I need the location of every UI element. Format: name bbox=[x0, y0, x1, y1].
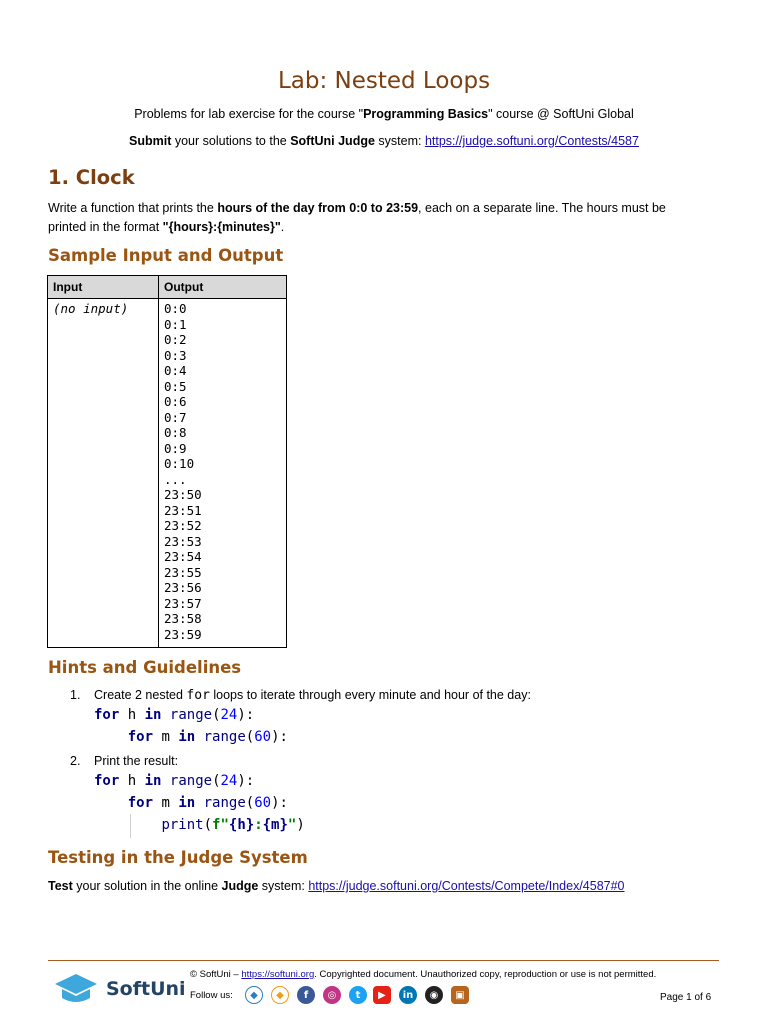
test-text-post: system: bbox=[258, 879, 309, 893]
hint-inline-code: for bbox=[186, 688, 210, 703]
output-line: 23:52 bbox=[164, 518, 202, 533]
hint-number-2: 2. bbox=[70, 754, 81, 768]
output-line: 0:6 bbox=[164, 394, 187, 409]
code-func: range bbox=[169, 773, 213, 789]
output-line: ... bbox=[164, 471, 187, 487]
output-line: 0:7 bbox=[164, 409, 187, 425]
sample-io-heading: Sample Input and Output bbox=[48, 246, 284, 265]
code-var: m bbox=[161, 795, 170, 811]
output-line: 0:0 bbox=[164, 301, 187, 316]
output-line: 0:5 bbox=[164, 378, 187, 394]
code-keyword: for bbox=[127, 729, 154, 745]
code-fstring-expr: {m} bbox=[262, 817, 288, 833]
logo-cap-icon bbox=[55, 974, 97, 994]
submit-line bbox=[0, 134, 768, 148]
output-line: 23:58 bbox=[164, 611, 202, 626]
desc-text-4: . bbox=[280, 220, 285, 234]
code-func: print bbox=[161, 817, 204, 833]
output-line: 0:8 bbox=[164, 425, 187, 440]
testing-heading: Testing in the Judge System bbox=[48, 848, 308, 867]
code-keyword: in bbox=[144, 707, 162, 723]
code-number: 60 bbox=[254, 795, 272, 811]
code-func: range bbox=[203, 729, 246, 745]
instagram-icon[interactable]: ◎ bbox=[323, 986, 341, 1004]
test-judge-name: Judge bbox=[221, 879, 259, 893]
output-line: 0:2 bbox=[164, 332, 187, 347]
code-func: range bbox=[203, 795, 246, 811]
github-icon[interactable]: ◉ bbox=[425, 986, 443, 1004]
code-keyword: for bbox=[127, 795, 154, 811]
output-line: 23:57 bbox=[164, 595, 202, 611]
linkedin-icon[interactable]: in bbox=[399, 986, 417, 1004]
output-line: 23:56 bbox=[164, 580, 202, 595]
code-fstring-expr: {h} bbox=[228, 817, 255, 833]
hint-text-1-pre: Create 2 nested bbox=[94, 688, 187, 702]
desc-bold-format: "{hours}:{minutes}" bbox=[162, 220, 281, 234]
code-block-2: for h in range(24): for m in range(60): print(f"{h}:{m}") bbox=[94, 773, 305, 833]
desc-bold-range: hours of the day from 0:0 to 23:59 bbox=[217, 201, 419, 215]
input-value: (no input) bbox=[53, 301, 129, 316]
page-number: Page 1 of 6 bbox=[660, 992, 712, 1003]
softuni-icon[interactable]: ◆ bbox=[245, 986, 263, 1004]
code-string: : bbox=[254, 817, 263, 833]
page-title: Lab: Nested Loops bbox=[277, 68, 491, 94]
code-string: f" bbox=[212, 817, 229, 833]
code-keyword: for bbox=[94, 707, 120, 723]
code-string: " bbox=[287, 817, 297, 833]
hint-item-2 bbox=[70, 754, 178, 768]
twitter-icon[interactable]: t bbox=[349, 986, 367, 1004]
test-text: your solution in the online bbox=[72, 879, 222, 893]
desc-text-2: , each on a separate line. The hours must be bbox=[418, 201, 666, 215]
code-number: 24 bbox=[220, 707, 238, 723]
hint-text-1-post: loops to iterate through every minute and hour of the day: bbox=[209, 688, 531, 702]
output-cell bbox=[159, 299, 287, 648]
output-line: 0:9 bbox=[164, 440, 187, 456]
output-line: 0:4 bbox=[164, 363, 187, 378]
output-line: 0:3 bbox=[164, 347, 187, 363]
code-var: h bbox=[127, 707, 137, 723]
code-number: 60 bbox=[254, 729, 272, 745]
table-row bbox=[48, 299, 287, 648]
follow-us-label: Follow us: bbox=[190, 990, 233, 1001]
hint-item-1 bbox=[70, 688, 531, 704]
copyright-pre: © SoftUni – bbox=[190, 969, 242, 980]
test-bold: Test bbox=[48, 879, 73, 893]
judge-contest-link[interactable]: https://judge.softuni.org/Contests/4587 bbox=[424, 134, 639, 148]
code-var: m bbox=[161, 729, 170, 745]
desc-text-3: printed in the format bbox=[48, 220, 163, 234]
code-keyword: in bbox=[178, 795, 196, 811]
code-keyword: for bbox=[94, 773, 120, 789]
code-block-1: for h in range(24): for m in range(60): bbox=[94, 707, 288, 745]
output-line: 0:10 bbox=[164, 456, 195, 471]
section-heading-clock: 1. Clock bbox=[48, 166, 135, 189]
subtitle-text-post: " course @ SoftUni Global bbox=[488, 107, 634, 121]
output-line: 23:51 bbox=[164, 502, 202, 518]
copyright-text bbox=[190, 969, 656, 980]
copyright-post: . Copyrighted document. Unauthorized copy, reproduction or use is not permitted. bbox=[314, 969, 657, 980]
testing-line bbox=[48, 877, 718, 896]
output-line: 23:53 bbox=[164, 533, 202, 549]
submit-text: your solutions to the bbox=[171, 134, 291, 148]
facebook-icon[interactable]: f bbox=[297, 986, 315, 1004]
subtitle bbox=[0, 107, 768, 121]
code-keyword: in bbox=[144, 773, 162, 789]
code-var: h bbox=[127, 773, 137, 789]
subtitle-course-name: Programming Basics bbox=[363, 107, 489, 121]
output-line: 0:1 bbox=[164, 316, 187, 332]
output-line: 23:54 bbox=[164, 549, 202, 564]
discord-icon[interactable]: ▣ bbox=[451, 986, 469, 1004]
logo-text: SoftUni bbox=[106, 978, 186, 1000]
code-func: range bbox=[169, 707, 213, 723]
subtitle-text-pre: Problems for lab exercise for the course " bbox=[134, 107, 364, 121]
desc-text-1: Write a function that prints the bbox=[48, 201, 218, 215]
output-line: 23:50 bbox=[164, 487, 202, 502]
youtube-icon[interactable]: ▶ bbox=[373, 986, 391, 1004]
submit-bold: Submit bbox=[129, 134, 172, 148]
code-number: 24 bbox=[220, 773, 238, 789]
judge-compete-link[interactable]: https://judge.softuni.org/Contests/Compete/Index/4587#0 bbox=[308, 879, 625, 893]
softuni-orange-icon[interactable]: ◆ bbox=[271, 986, 289, 1004]
input-cell bbox=[48, 299, 159, 648]
hint-text-2: Print the result: bbox=[94, 754, 179, 768]
hints-heading: Hints and Guidelines bbox=[48, 658, 242, 677]
softuni-site-link[interactable]: https://softuni.org bbox=[241, 969, 315, 980]
submit-judge-name: SoftUni Judge bbox=[290, 134, 375, 148]
hint-number-1: 1. bbox=[70, 688, 81, 702]
problem-description bbox=[48, 199, 718, 237]
table-header-row bbox=[48, 276, 287, 299]
output-line: 23:59 bbox=[164, 626, 202, 642]
submit-text-post: system: bbox=[374, 134, 425, 148]
input-column-header: Input bbox=[48, 276, 159, 299]
footer-divider bbox=[48, 960, 719, 961]
output-column-header: Output bbox=[159, 276, 287, 299]
code-keyword: in bbox=[178, 729, 196, 745]
sample-io-table bbox=[47, 275, 287, 648]
output-line: 23:55 bbox=[164, 564, 202, 580]
